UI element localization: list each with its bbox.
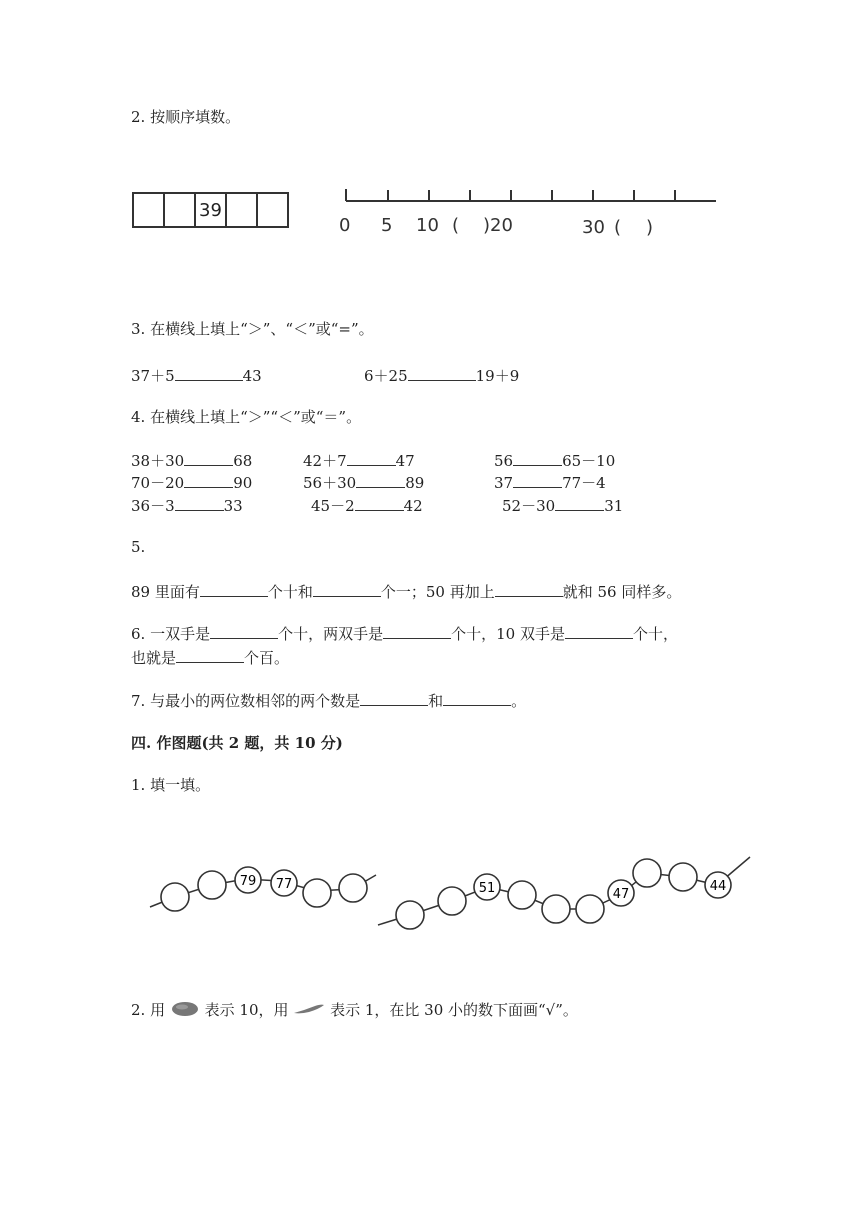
compare-left: 45－2: [311, 497, 355, 515]
svg-text:44: 44: [709, 879, 727, 894]
compare-left: 56: [494, 452, 514, 470]
compare-item: [303, 472, 424, 493]
answer-blank[interactable]: [513, 451, 562, 466]
answer-blank[interactable]: [495, 582, 563, 597]
compare-item: [303, 450, 415, 471]
bead[interactable]: [508, 881, 536, 909]
compare-right: 47: [395, 452, 415, 470]
compare-item: [131, 450, 252, 471]
bead[interactable]: [303, 879, 331, 907]
answer-blank[interactable]: [175, 366, 243, 381]
q6-part: 6. 一双手是: [131, 625, 211, 643]
d2-part: 表示 1，在比 30 小的数下面画“√”。: [330, 1001, 578, 1019]
answer-blank[interactable]: [210, 624, 278, 639]
q7-part: 和: [428, 692, 444, 710]
compare-left: 42＋7: [303, 452, 347, 470]
svg-text:79: 79: [239, 874, 257, 889]
q6-part: 个百。: [244, 649, 290, 667]
d2-part: 表示 10，用: [204, 1001, 289, 1019]
svg-text:47: 47: [612, 887, 630, 902]
q5-text: [131, 581, 681, 602]
ten-stone-icon: [170, 1001, 200, 1017]
compare-right: 31: [604, 497, 624, 515]
bead: [705, 872, 731, 898]
q6-part: 个十，: [632, 625, 678, 643]
svg-text:51: 51: [478, 881, 496, 896]
compare-right: 43: [242, 367, 262, 385]
compare-right: 90: [233, 474, 253, 492]
q2-title: 2. 按顺序填数。: [131, 108, 241, 126]
nl-label: 0: [339, 215, 351, 236]
q6-line1: [131, 623, 678, 644]
number-box[interactable]: 39: [194, 192, 227, 228]
nl-label: (: [614, 217, 622, 238]
q5-part: 就和 56 同样多。: [562, 583, 682, 601]
compare-item: [364, 365, 519, 386]
bead[interactable]: [438, 887, 466, 915]
compare-item: [311, 495, 423, 516]
answer-blank[interactable]: [355, 496, 404, 511]
nl-label: )20: [483, 215, 513, 236]
q5-number: 5.: [131, 538, 146, 556]
compare-right: 19＋9: [475, 367, 520, 385]
compare-item: [494, 450, 615, 471]
d2-part: 2. 用: [131, 1001, 166, 1019]
answer-blank[interactable]: [184, 451, 233, 466]
nl-label: ): [646, 217, 654, 238]
compare-left: 36－3: [131, 497, 175, 515]
compare-left: 37＋5: [131, 367, 175, 385]
answer-blank[interactable]: [408, 366, 476, 381]
q5-part: 个一；50 再加上: [380, 583, 495, 601]
bead[interactable]: [576, 895, 604, 923]
compare-item: [131, 365, 262, 386]
answer-blank[interactable]: [443, 691, 511, 706]
answer-blank[interactable]: [513, 473, 562, 488]
number-box[interactable]: [256, 192, 289, 228]
bead: [474, 874, 500, 900]
q3-title: 3. 在横线上填上“＞”、“＜”或“=”。: [131, 320, 374, 338]
number-box[interactable]: [163, 192, 196, 228]
bead: [271, 870, 297, 896]
q6-part: 个十，两双手是: [278, 625, 384, 643]
q5-part: 89 里面有: [131, 583, 200, 601]
q4-title: 4. 在横线上填上“＞”“＜”或“＝”。: [131, 408, 362, 426]
number-box[interactable]: [225, 192, 258, 228]
compare-left: 6＋25: [364, 367, 408, 385]
nl-label: 10: [416, 215, 439, 236]
compare-item: [131, 472, 252, 493]
section-title: 四. 作图题(共 2 题，共 10 分): [131, 734, 343, 752]
compare-left: 38＋30: [131, 452, 185, 470]
compare-left: 56＋30: [303, 474, 357, 492]
compare-left: 52－30: [502, 497, 556, 515]
q6-part: 也就是: [131, 649, 177, 667]
q6-part: 个十，10 双手是: [451, 625, 565, 643]
bead: [608, 880, 634, 906]
compare-left: 37: [494, 474, 514, 492]
bead[interactable]: [669, 863, 697, 891]
nl-label: 30: [582, 217, 605, 238]
compare-item: [494, 472, 606, 493]
number-box-row: [132, 192, 289, 228]
compare-item: [131, 495, 243, 516]
answer-blank[interactable]: [200, 582, 268, 597]
one-stick-icon: [293, 1002, 325, 1016]
compare-right: 42: [403, 497, 423, 515]
answer-blank[interactable]: [360, 691, 428, 706]
d1-title: 1. 填一填。: [131, 776, 211, 794]
svg-text:77: 77: [275, 877, 293, 892]
answer-blank[interactable]: [313, 582, 381, 597]
answer-blank[interactable]: [347, 451, 396, 466]
q5-part: 个十和: [267, 583, 313, 601]
number-line: [340, 185, 720, 210]
answer-blank[interactable]: [356, 473, 405, 488]
answer-blank[interactable]: [184, 473, 233, 488]
bead: [235, 867, 261, 893]
bead[interactable]: [339, 874, 367, 902]
compare-right: 89: [405, 474, 425, 492]
answer-blank[interactable]: [383, 624, 451, 639]
nl-label: 5: [381, 215, 393, 236]
answer-blank[interactable]: [565, 624, 633, 639]
compare-right: 77－4: [562, 474, 606, 492]
q7-part: 7. 与最小的两位数相邻的两个数是: [131, 692, 361, 710]
bead[interactable]: [161, 883, 189, 911]
bead[interactable]: [198, 871, 226, 899]
bead[interactable]: [542, 895, 570, 923]
q6-line2: [131, 647, 289, 668]
compare-right: 65－10: [562, 452, 616, 470]
compare-item: [502, 495, 623, 516]
d2-text: [131, 999, 578, 1020]
q7-text: [131, 690, 526, 711]
answer-blank[interactable]: [176, 648, 244, 663]
number-box[interactable]: [132, 192, 165, 228]
bead[interactable]: [633, 859, 661, 887]
answer-blank[interactable]: [555, 496, 604, 511]
nl-label: (: [452, 215, 460, 236]
bead-strings: [140, 845, 760, 935]
bead[interactable]: [396, 901, 424, 929]
compare-left: 70－20: [131, 474, 185, 492]
compare-right: 33: [223, 497, 243, 515]
answer-blank[interactable]: [175, 496, 224, 511]
compare-right: 68: [233, 452, 253, 470]
q7-part: 。: [511, 692, 527, 710]
